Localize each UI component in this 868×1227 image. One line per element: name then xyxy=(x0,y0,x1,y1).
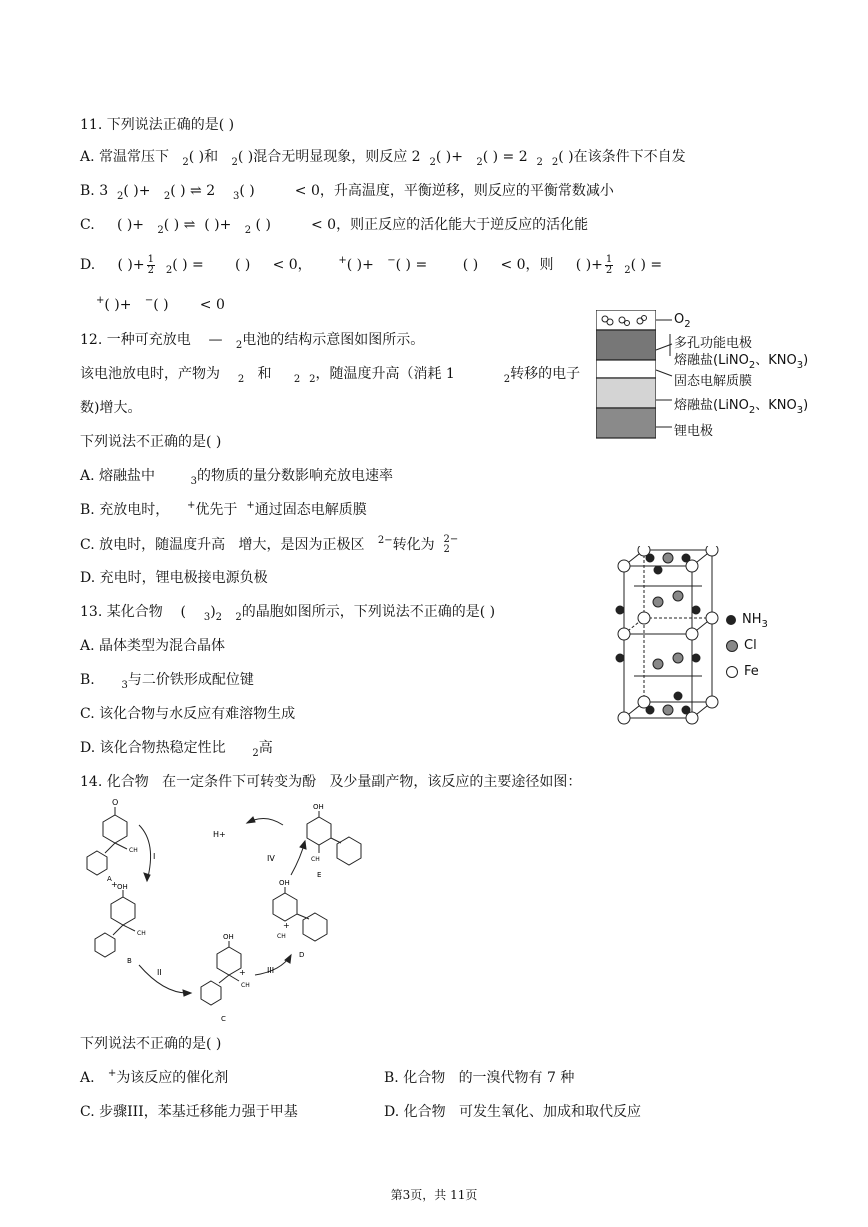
q12-title: 12. 一种可充放电 — $_2$电池的结构示意图如图所示。 xyxy=(80,332,425,351)
q11-option-c: C. ( )+ $_2$( ) ⇌ ( )+ $_2$ ( ) < 0，则正反应的活化能大于逆反应的活化能 xyxy=(80,217,589,236)
step-3: III xyxy=(267,966,275,975)
q12-option-c: C. 放电时，随温度升高 增大，是因为正极区 $^{2-}$转化为 2− 2 xyxy=(80,534,459,555)
q14-option-a: A. +为该反应的催化剂 xyxy=(80,1068,229,1086)
battery-layers xyxy=(596,310,656,440)
q13-option-d: D. 该化合物热稳定性比 $_2$高 xyxy=(80,740,273,759)
legend-nh3: $NH_3$ xyxy=(726,612,768,627)
text-oh-c: OH xyxy=(223,933,234,941)
q14-title: 14. 化合物 在一定条件下可转变为酚 及少量副产物，该反应的主要途径如图： xyxy=(80,774,582,790)
text-plus-c: + xyxy=(239,968,246,977)
q12-line3: 数)增大。 xyxy=(80,400,142,416)
q13-option-a: A. 晶体类型为混合晶体 xyxy=(80,638,226,654)
label-lithium-electrode: 锂电极 xyxy=(674,424,714,439)
label-d: D xyxy=(299,951,305,959)
legend-fe: Fe xyxy=(726,664,759,679)
q12-option-b: B. 充放电时， +优先于 +通过固态电解质膜 xyxy=(80,500,367,518)
molecule-c xyxy=(201,941,241,1005)
legend-cl: Cl xyxy=(726,638,757,653)
q13-option-b: B. $_3$与二价铁形成配位键 xyxy=(80,672,254,691)
q14-ask: 下列说法不正确的是( ) xyxy=(80,1036,222,1052)
crystal-cell-diagram xyxy=(612,546,722,726)
text-ch3-b: CH xyxy=(137,930,146,937)
text-oh-b: OH xyxy=(117,883,128,891)
label-c: C xyxy=(221,1015,226,1023)
q14-option-c: C. 步骤III，苯基迁移能力强于甲基 xyxy=(80,1104,298,1120)
text-ch3-c: CH xyxy=(241,982,250,989)
step-2: II xyxy=(157,968,162,977)
q13-title: 13. 某化合物 ( $_3)_2$ $_2$的晶胞如图所示，下列说法不正确的是( ) xyxy=(80,604,496,623)
text-o: O xyxy=(112,798,119,807)
q12-ask: 下列说法不正确的是( ) xyxy=(80,434,222,450)
label-o2: $O_2$ xyxy=(674,312,691,330)
reaction-arrows xyxy=(139,817,306,996)
text-oh-e: OH xyxy=(313,803,324,811)
q13-option-c: C. 该化合物与水反应有难溶物生成 xyxy=(80,706,296,722)
label-e: E xyxy=(317,871,322,879)
label-molten-salt-2: 熔融盐(LiNO$_2$、$KNO_3$) xyxy=(674,398,809,416)
q12-line2: 该电池放电时，产物为 $_2$ 和 $_2$ $_2$，随温度升高（消耗 1 $_2$转移的电子 xyxy=(80,366,581,385)
q11-option-d: D. ( )+ $\frac{1}{2}$ $_2$( ) = ( ) < 0， +( )+ −( ) = ( ) < 0，则 ( )+ $\frac{1}{2}$ $_2$( ) = xyxy=(80,253,663,276)
label-b: B xyxy=(127,957,132,965)
text-ch3-d: CH xyxy=(277,933,286,940)
fraction-half: $\frac{1}{2}$ xyxy=(147,253,154,276)
fraction-half-2: $\frac{1}{2}$ xyxy=(605,253,613,276)
molecule-b xyxy=(95,890,135,957)
text-oh-d: OH xyxy=(279,879,290,887)
q11-title: 11. 下列说法正确的是( ) xyxy=(80,117,235,133)
molecule-a xyxy=(87,807,127,875)
label-a: A xyxy=(107,875,112,883)
q14-option-b: B. 化合物 的一溴代物有 7 种 xyxy=(384,1070,575,1086)
page-footer: 第3页，共 11页 xyxy=(390,1188,478,1202)
text-plus-d: + xyxy=(283,921,290,930)
text-plus-b: + xyxy=(111,880,118,889)
q12-option-a: A. 熔融盐中 $_3$的物质的量分数影响充放电速率 xyxy=(80,468,393,487)
q11-option-d-cont: +( )+ −( ) < 0 xyxy=(96,295,225,313)
step-1: I xyxy=(153,852,156,861)
step-4: IV xyxy=(267,854,275,863)
battery-diagram xyxy=(596,310,656,440)
label-porous-electrode: 多孔功能电极 xyxy=(674,336,753,351)
text-ch3-e: CH xyxy=(311,856,320,863)
q14-option-d: D. 化合物 可发生氧化、加成和取代反应 xyxy=(384,1104,641,1120)
text-hplus: H+ xyxy=(213,830,226,839)
label-solid-electrolyte: 固态电解质膜 xyxy=(674,374,753,389)
q11-option-b: B. 3 $_2$( )+ $_2$( ) ⇌ 2 $_3$( ) < 0，升高温度，平衡逆移，则反应的平衡常数减小 xyxy=(80,183,614,202)
text-ch3-a: CH xyxy=(129,847,138,854)
reaction-scheme xyxy=(75,795,395,1030)
label-molten-salt-1: 熔融盐(LiNO$_2$、$KNO_3$) xyxy=(674,353,809,371)
q12-option-d: D. 充电时，锂电极接电源负极 xyxy=(80,570,268,586)
q11-option-a: A. 常温常压下 $_2$( )和 $_2$( )混合无明显现象，则反应 2 $_2$( )+ $_2$( ) = 2 $_2$ $_2$( )在该条件下不自发 xyxy=(80,149,686,168)
